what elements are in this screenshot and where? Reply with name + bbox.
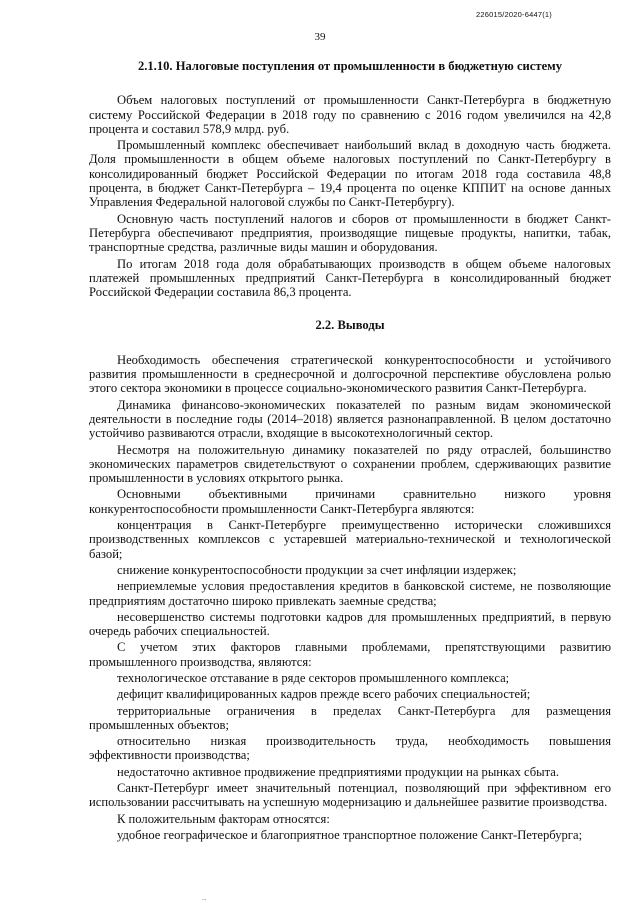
list-item: дефицит квалифицированных кадров прежде всего рабочих специальностей;: [117, 687, 531, 702]
page-number: 39: [314, 31, 326, 43]
footer-mark: ...: [202, 896, 207, 902]
document-id: 226015/2020-6447(1): [476, 10, 552, 19]
section-heading-conclusions: 2.2. Выводы: [315, 318, 385, 333]
list-item: концентрация в Санкт-Петербурге преимущественно исторически сложившихся производственных комплексов с устаревшей материально-технической и технологической базой;: [89, 518, 611, 561]
paragraph: К положительным факторам относятся:: [117, 811, 330, 826]
list-item: неприемлемые условия предоставления кредитов в банковской системе, не позволяющие предприятиям достаточно широко привлекать заемные средства;: [89, 579, 611, 608]
paragraph: Динамика финансово-экономических показателей по разным видам экономической деятельности в последние годы (2014–2018) является разнонаправленной. В целом достаточно устойчиво развиваются отрасли, входящие в высокотехнологичный сектор.: [89, 397, 611, 441]
list-item: территориальные ограничения в пределах Санкт-Петербурга для размещения промышленных объектов;: [89, 703, 611, 732]
paragraph: Основными объективными причинами сравнительно низкого уровня конкурентоспособности промышленности Санкт-Петербурга являются:: [89, 487, 611, 516]
list-item: снижение конкурентоспособности продукции за счет инфляции издержек;: [117, 562, 517, 577]
list-item: несовершенство системы подготовки кадров для промышленных предприятий, в первую очередь рабочих специальностей.: [89, 609, 611, 639]
paragraph: Санкт-Петербург имеет значительный потенциал, позволяющий при эффективном его использовании рассчитывать на успешную модернизацию и дальнейшее развитие производства.: [89, 781, 611, 810]
paragraph: По итогам 2018 года доля обрабатывающих производств в общем объеме налоговых платежей промышленных предприятий Санкт-Петербурга в консолидированный бюджет Российской Федерации составила 86,3 процента.: [89, 256, 611, 300]
list-item: относительно низкая производительность труда, необходимость повышения эффективности производства;: [89, 734, 611, 763]
section-heading-tax-revenue: 2.1.10. Налоговые поступления от промышленности в бюджетную систему: [137, 59, 563, 73]
paragraph: Необходимость обеспечения стратегической конкурентоспособности и устойчивого развития промышленности в среднесрочной и долгосрочной перспективе обусловлена ролью этого сектора экономики в процессе социально-экономического развития Санкт-Петербурга.: [89, 352, 611, 396]
paragraph: Несмотря на положительную динамику показателей по ряду отраслей, большинство экономических параметров свидетельствуют о сохранении проблем, сдерживающих развитие промышленности в условиях открытого рынка.: [89, 442, 611, 486]
paragraph: Объем налоговых поступлений от промышленности Санкт-Петербурга в бюджетную систему Российской Федерации в 2018 году по сравнению с 2016 годом увеличился на 42,8 процента и составил 578,9 млрд. руб.: [89, 93, 611, 136]
list-item: удобное географическое и благоприятное транспортное положение Санкт-Петербурга;: [117, 827, 583, 842]
paragraph: Основную часть поступлений налогов и сборов от промышленности в бюджет Санкт-Петербурга обеспечивают предприятия, производящие пищевые продукты, напитки, табак, транспортные средства, различные виды машин и оборудования.: [89, 211, 611, 255]
page-content: [89, 59, 611, 842]
paragraph: Промышленный комплекс обеспечивает наибольший вклад в доходную часть бюджета. Доля промышленности в общем объеме налоговых поступлений по Санкт-Петербургу в консолидированный бюджет Российской Федерации по итогам 2018 года составила 48,8 процента, в бюджет Санкт-Петербурга – 19,4 процента по оценке КППИТ на основе данных Управления Федеральной налоговой службы по Санкт-Петербургу).: [89, 138, 611, 210]
paragraph: С учетом этих факторов главными проблемами, препятствующими развитию промышленного производства, являются:: [89, 640, 611, 669]
list-item: недостаточно активное продвижение предприятиями продукции на рынках сбыта.: [117, 764, 560, 779]
list-item: технологическое отставание в ряде секторов промышленного комплекса;: [117, 670, 510, 685]
